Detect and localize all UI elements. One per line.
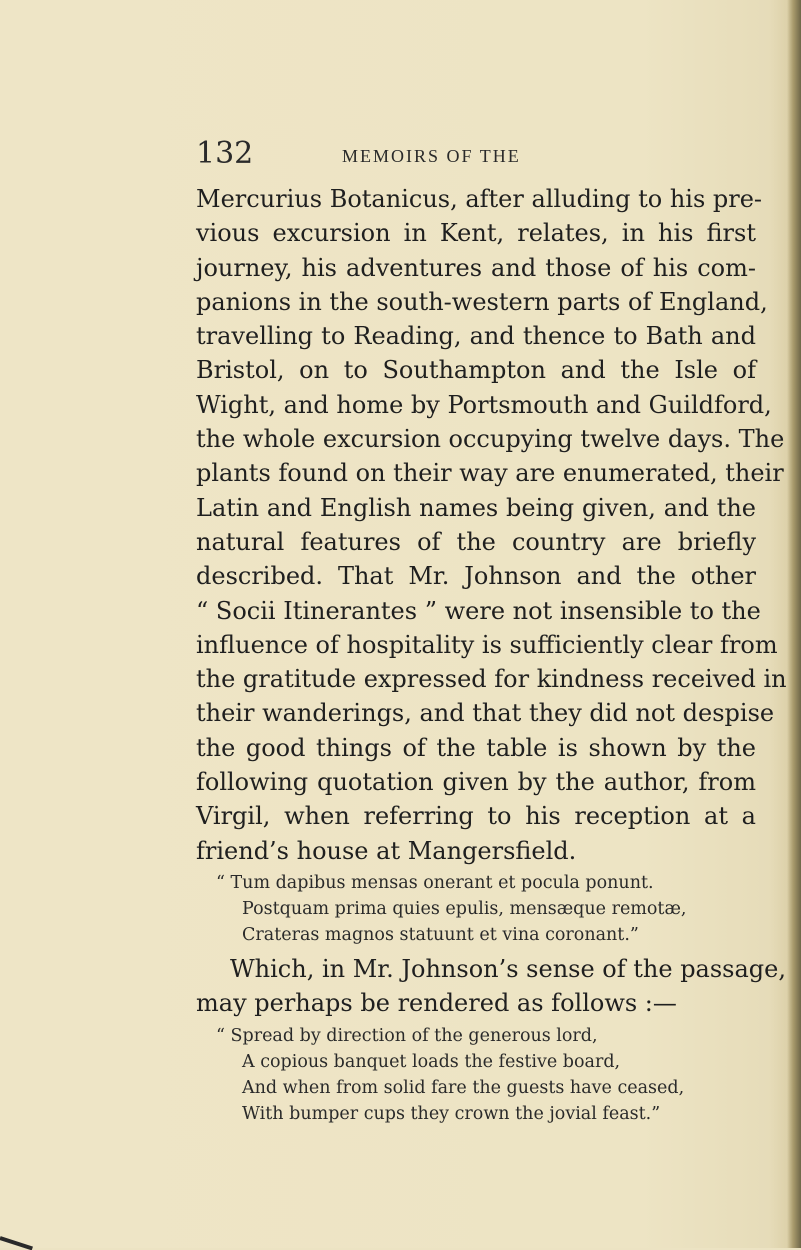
page-edge-shadow [787,0,801,1248]
text-line: Wight, and home by Portsmouth and Guildford, [196,390,772,419]
text-line: Mercurius Botanicus, after alluding to his pre- [196,185,763,213]
text-line: described. That Mr. Johnson and the other [196,562,756,591]
quote-line: Postquam prima quies epulis, mensæque remotæ, [242,898,687,919]
quote-line: “ Tum dapibus mensas onerant et pocula ponunt. [216,872,654,893]
text-line: Latin and English names being given, and the [196,493,756,522]
text-line: following quotation given by the author, from [196,768,756,797]
text-line: “ Socii Itinerantes ” were not insensible to the [196,596,761,625]
english-verse [196,1023,756,1127]
text-line: friend’s house at Mangersfield. [196,836,577,865]
paragraph-1 [196,182,787,868]
text-line: vious excursion in Kent, relates, in his first [196,219,756,248]
text-line: influence of hospitality is sufficiently clear from [196,630,778,659]
text-line: plants found on their way are enumerated, their [196,459,784,488]
text-line: the gratitude expressed for kindness received in [196,665,787,694]
text-line: panions in the south-western parts of England, [196,287,768,316]
paragraph-2 [196,952,786,1021]
verse-line: A copious banquet loads the festive board, [242,1051,621,1072]
verse-line: And when from solid fare the guests have ceased, [242,1077,685,1098]
text-line: may perhaps be rendered as follows :— [196,989,677,1018]
latin-quotation [196,870,756,948]
text-line: journey, his adventures and those of his com- [196,253,756,282]
text-line: Virgil, when referring to his reception at a [196,802,756,831]
verse-line: “ Spread by direction of the generous lord, [216,1025,598,1046]
text-line: travelling to Reading, and thence to Bath and [196,322,756,351]
page-header [196,136,756,176]
text-line: natural features of the country are briefly [196,527,756,556]
body-text [196,182,787,1127]
verse-line: With bumper cups they crown the jovial feast.” [242,1103,661,1124]
text-line: Bristol, on to Southampton and the Isle of [196,356,756,385]
text-line: their wanderings, and that they did not despise [196,699,775,728]
running-head: MEMOIRS OF THE [342,146,521,166]
text-line: the good things of the table is shown by the [196,733,756,762]
text-line: the whole excursion occupying twelve days. The [196,425,785,454]
quote-line: Crateras magnos statuunt et vina coronant.” [242,924,639,945]
page-number: 132 [196,136,254,171]
text-line: Which, in Mr. Johnson’s sense of the passage, [230,954,786,983]
